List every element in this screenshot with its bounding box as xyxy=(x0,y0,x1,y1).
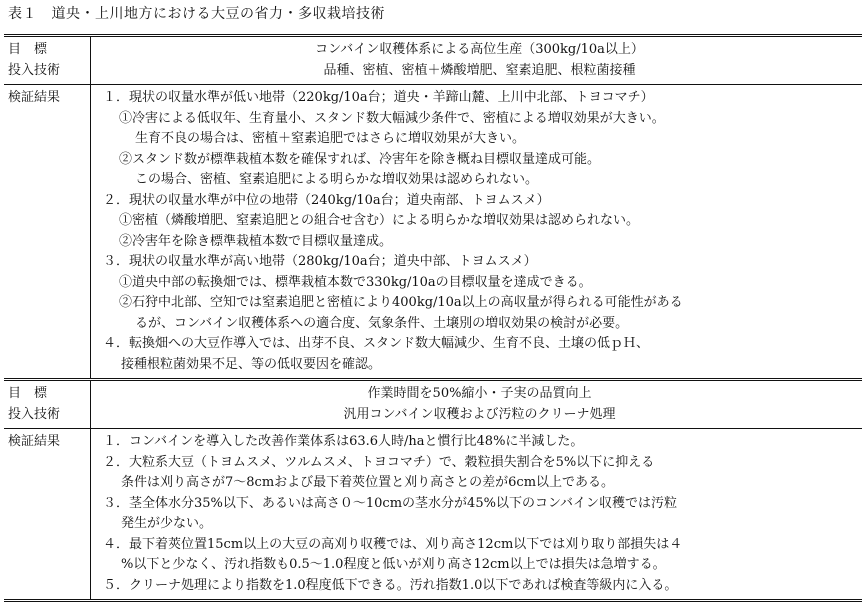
section-1-result-label-cell xyxy=(4,85,91,380)
input-text: 汎用コンバイン収穫および汚粒のクリーナ処理 xyxy=(343,406,616,422)
result-line: 生育不良の場合は、密植＋窒素追肥ではさらに増収効果が大きい。 xyxy=(135,131,526,146)
result-line: 接種根粒菌効果不足、等の低収要因を確認。 xyxy=(121,356,382,372)
result-line: 発生が少ない。 xyxy=(121,516,213,531)
table-caption: 表１ 道央・上川地方における大豆の省力・多収栽培技術 xyxy=(8,6,385,22)
result-line: %以下と少なく、汚れ指数も0.5～1.0程度と低いが刈り高さ12cm以上では損失は急増する。 xyxy=(121,557,666,572)
input-label: 投入技術 xyxy=(8,62,61,78)
result-line: １．コンバインを導入した改善作業体系は63.6人時/haと慣行比48%に半減した。 xyxy=(103,434,584,449)
result-line: ４．最下着莢位置15cm以上の大豆の高刈り収穫では、刈り高さ12cm以下では刈り取り部損失は４ xyxy=(103,536,683,552)
target-text: 作業時間を50%縮小・子実の品質向上 xyxy=(367,386,592,401)
result-label: 検証結果 xyxy=(8,434,61,449)
section-2-result-row xyxy=(4,429,862,601)
result-label: 検証結果 xyxy=(8,90,61,105)
input-label: 投入技術 xyxy=(8,406,61,422)
result-line: １．現状の収量水準が低い地帯（220kg/10a台；道央・羊蹄山麓、上川中北部、トヨコマチ） xyxy=(103,90,654,105)
cultivation-technology-table xyxy=(4,34,862,602)
section-1-target-row xyxy=(4,36,862,85)
result-line: ①冷害による低収年、生育量小、スタンド数大幅減少条件で、密植による増収効果が大きい。 xyxy=(119,110,665,126)
input-text: 品種、密植、密植＋燐酸増肥、窒素追肥、根粒菌接種 xyxy=(323,62,636,78)
result-line: ４．転換畑への大豆作導入では、出芽不良、スタンド数大幅減少、生育不良、土壌の低ｐＨ、 xyxy=(103,336,650,351)
section-2-target-content xyxy=(91,380,863,429)
section-2-labels xyxy=(4,380,91,429)
result-line: ②冷害年を除き標準栽植本数で目標収量達成。 xyxy=(119,233,393,249)
section-1-labels xyxy=(4,36,91,85)
result-line: ２．現状の収量水準が中位の地帯（240kg/10a台；道央南部、トヨムスメ） xyxy=(103,192,550,208)
result-line: ①密植（燐酸増肥、窒素追肥との組合せ含む）による明らかな増収効果は認められない。 xyxy=(119,213,640,228)
result-line: ５．クリーナ処理により指数を1.0程度低下できる。汚れ指数1.0以下であれば検査等級内に入る。 xyxy=(103,577,678,593)
result-line: この場合、密植、窒素追肥による明らかな増収効果は認められない。 xyxy=(135,172,539,187)
target-label: 目 標 xyxy=(8,386,48,401)
result-line: るが、コンバイン収穫体系への適合度、気象条件、土壌別の増収効果の検討が必要。 xyxy=(135,315,629,331)
section-2-result-content xyxy=(91,429,863,601)
result-line: ３．茎全体水分35%以下、あるいは高さ０～10cmの茎水分が45%以下のコンバイン収穫では汚粒 xyxy=(103,495,678,511)
result-line: ①道央中部の転換畑では、標準栽植本数で330kg/10aの目標収量を達成できる。 xyxy=(119,274,592,290)
section-1-result-content xyxy=(91,85,863,380)
target-text: コンバイン収穫体系による高位生産（300kg/10a以上） xyxy=(315,42,644,57)
result-line: ２．大粒系大豆（トヨムスメ、ツルムスメ、トヨコマチ）で、穀粒損失割合を5%以下に抑える xyxy=(103,454,655,470)
result-line: 条件は刈り高さが7～8cmおよび最下着莢位置と刈り高さとの差が6cm以上である。 xyxy=(121,475,615,490)
section-1-target-content xyxy=(91,36,863,85)
target-label: 目 標 xyxy=(8,42,48,57)
section-1-result-row xyxy=(4,85,862,380)
section-2-result-label-cell xyxy=(4,429,91,601)
result-line: ３．現状の収量水準が高い地帯（280kg/10a台；道央中部、トヨムスメ） xyxy=(103,254,537,269)
result-line: ②石狩中北部、空知では窒素追肥と密植により400kg/10a以上の高収量が得られる可能性がある xyxy=(119,295,683,310)
section-2-target-row xyxy=(4,380,862,429)
result-line: ②スタンド数が標準栽植本数を確保すれば、冷害年を除き概ね目標収量達成可能。 xyxy=(119,151,601,167)
